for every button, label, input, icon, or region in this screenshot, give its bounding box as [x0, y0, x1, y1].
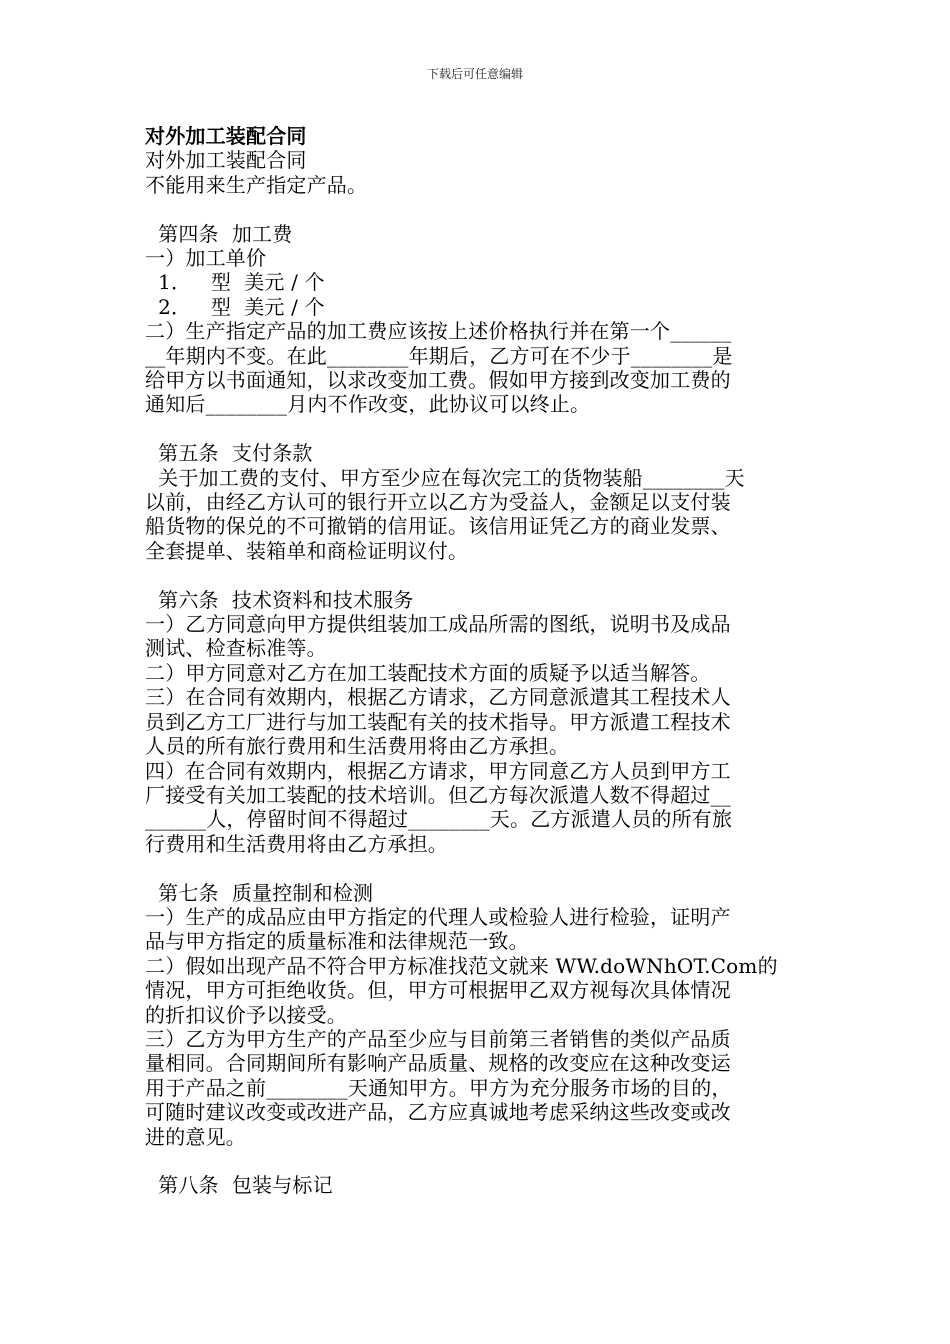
article5-line: 以前，由经乙方认可的银行开立以乙方为受益人，金额足以支付装: [145, 490, 731, 515]
article4-heading: 第四条 加工费: [145, 221, 293, 246]
document-body: [145, 124, 805, 1198]
article4-line: 一）加工单价: [145, 246, 267, 271]
spacer: [145, 856, 805, 880]
spacer: [145, 1149, 805, 1173]
article6-line: 四）在合同有效期内，根据乙方请求，甲方同意乙方人员到甲方工: [145, 758, 731, 783]
article6-line: 人员的所有旅行费用和生活费用将由乙方承担。: [145, 734, 570, 759]
article8-heading: 第八条 包装与标记: [145, 1173, 333, 1198]
spacer: [145, 417, 805, 441]
article6-line: ______人，停留时间不得超过________天。乙方派遣人员的所有旅: [145, 807, 733, 832]
article7-line: 品与甲方指定的质量标准和法律规范一致。: [145, 929, 529, 954]
article4-line: 1． 型 美元 / 个: [145, 270, 325, 295]
article6-line: 测试、检查标准等。: [145, 636, 327, 661]
article6-line: 二）甲方同意对乙方在加工装配技术方面的质疑予以适当解答。: [145, 660, 711, 685]
article4-line: 2． 型 美元 / 个: [145, 294, 325, 319]
article7-line: 三）乙方为甲方生产的产品至少应与目前第三者销售的类似产品质: [145, 1026, 731, 1051]
article4-line: 二）生产指定产品的加工费应该按上述价格执行并在第一个______: [145, 319, 732, 344]
spacer: [145, 563, 805, 587]
article7-line: 二）假如出现产品不符合甲方标准找范文就来 WW.doWNhOT.Com的: [145, 953, 778, 978]
article7-line: 可随时建议改变或改进产品，乙方应真诚地考虑采纳这些改变或改: [145, 1100, 731, 1125]
article6-line: 员到乙方工厂进行与加工装配有关的技术指导。甲方派遣工程技术: [145, 709, 731, 734]
document-intro: 不能用来生产指定产品。: [145, 172, 368, 197]
article6-line: 一）乙方同意向甲方提供组装加工成品所需的图纸，说明书及成品: [145, 612, 731, 637]
article7-line: 用于产品之前________天通知甲方。甲方为充分服务市场的目的，: [145, 1075, 732, 1100]
article7-line: 的折扣议价予以接受。: [145, 1002, 347, 1027]
article7-line: 一）生产的成品应由甲方指定的代理人或检验人进行检验，证明产: [145, 904, 731, 929]
article6-line: 厂接受有关加工装配的技术培训。但乙方每次派遣人数不得超过__: [145, 782, 731, 807]
article5-line: 全套提单、装箱单和商检证明议付。: [145, 538, 469, 563]
article7-line: 进的意见。: [145, 1124, 246, 1149]
article6-line: 三）在合同有效期内，根据乙方请求，乙方同意派遣其工程技术人: [145, 685, 731, 710]
article7-line: 量相同。合同期间所有影响产品质量、规格的改变应在这种改变运: [145, 1051, 731, 1076]
spacer: [145, 197, 805, 221]
article7-line: 情况，甲方可拒绝收货。但，甲方可根据甲乙双方视每次具体情况: [145, 978, 731, 1003]
article6-heading: 第六条 技术资料和技术服务: [145, 587, 414, 612]
page-header-note: 下载后可任意编辑: [426, 67, 523, 81]
document-subtitle: 对外加工装配合同: [145, 148, 307, 173]
article6-line: 行费用和生活费用将由乙方承担。: [145, 831, 448, 856]
article5-line: 船货物的保兑的不可撤销的信用证。该信用证凭乙方的商业发票、: [145, 514, 731, 539]
article5-heading: 第五条 支付条款: [145, 441, 313, 466]
article4-line: 通知后________月内不作改变，此协议可以终止。: [145, 392, 591, 417]
document-title: 对外加工装配合同: [145, 124, 307, 148]
article4-line: 给甲方以书面通知，以求改变加工费。假如甲方接到改变加工费的: [145, 368, 731, 393]
article5-line: 关于加工费的支付、甲方至少应在每次完工的货物装船________天: [145, 465, 745, 490]
article4-line: __年期内不变。在此________年期后，乙方可在不少于________是: [145, 343, 733, 368]
article7-heading: 第七条 质量控制和检测: [145, 880, 374, 905]
